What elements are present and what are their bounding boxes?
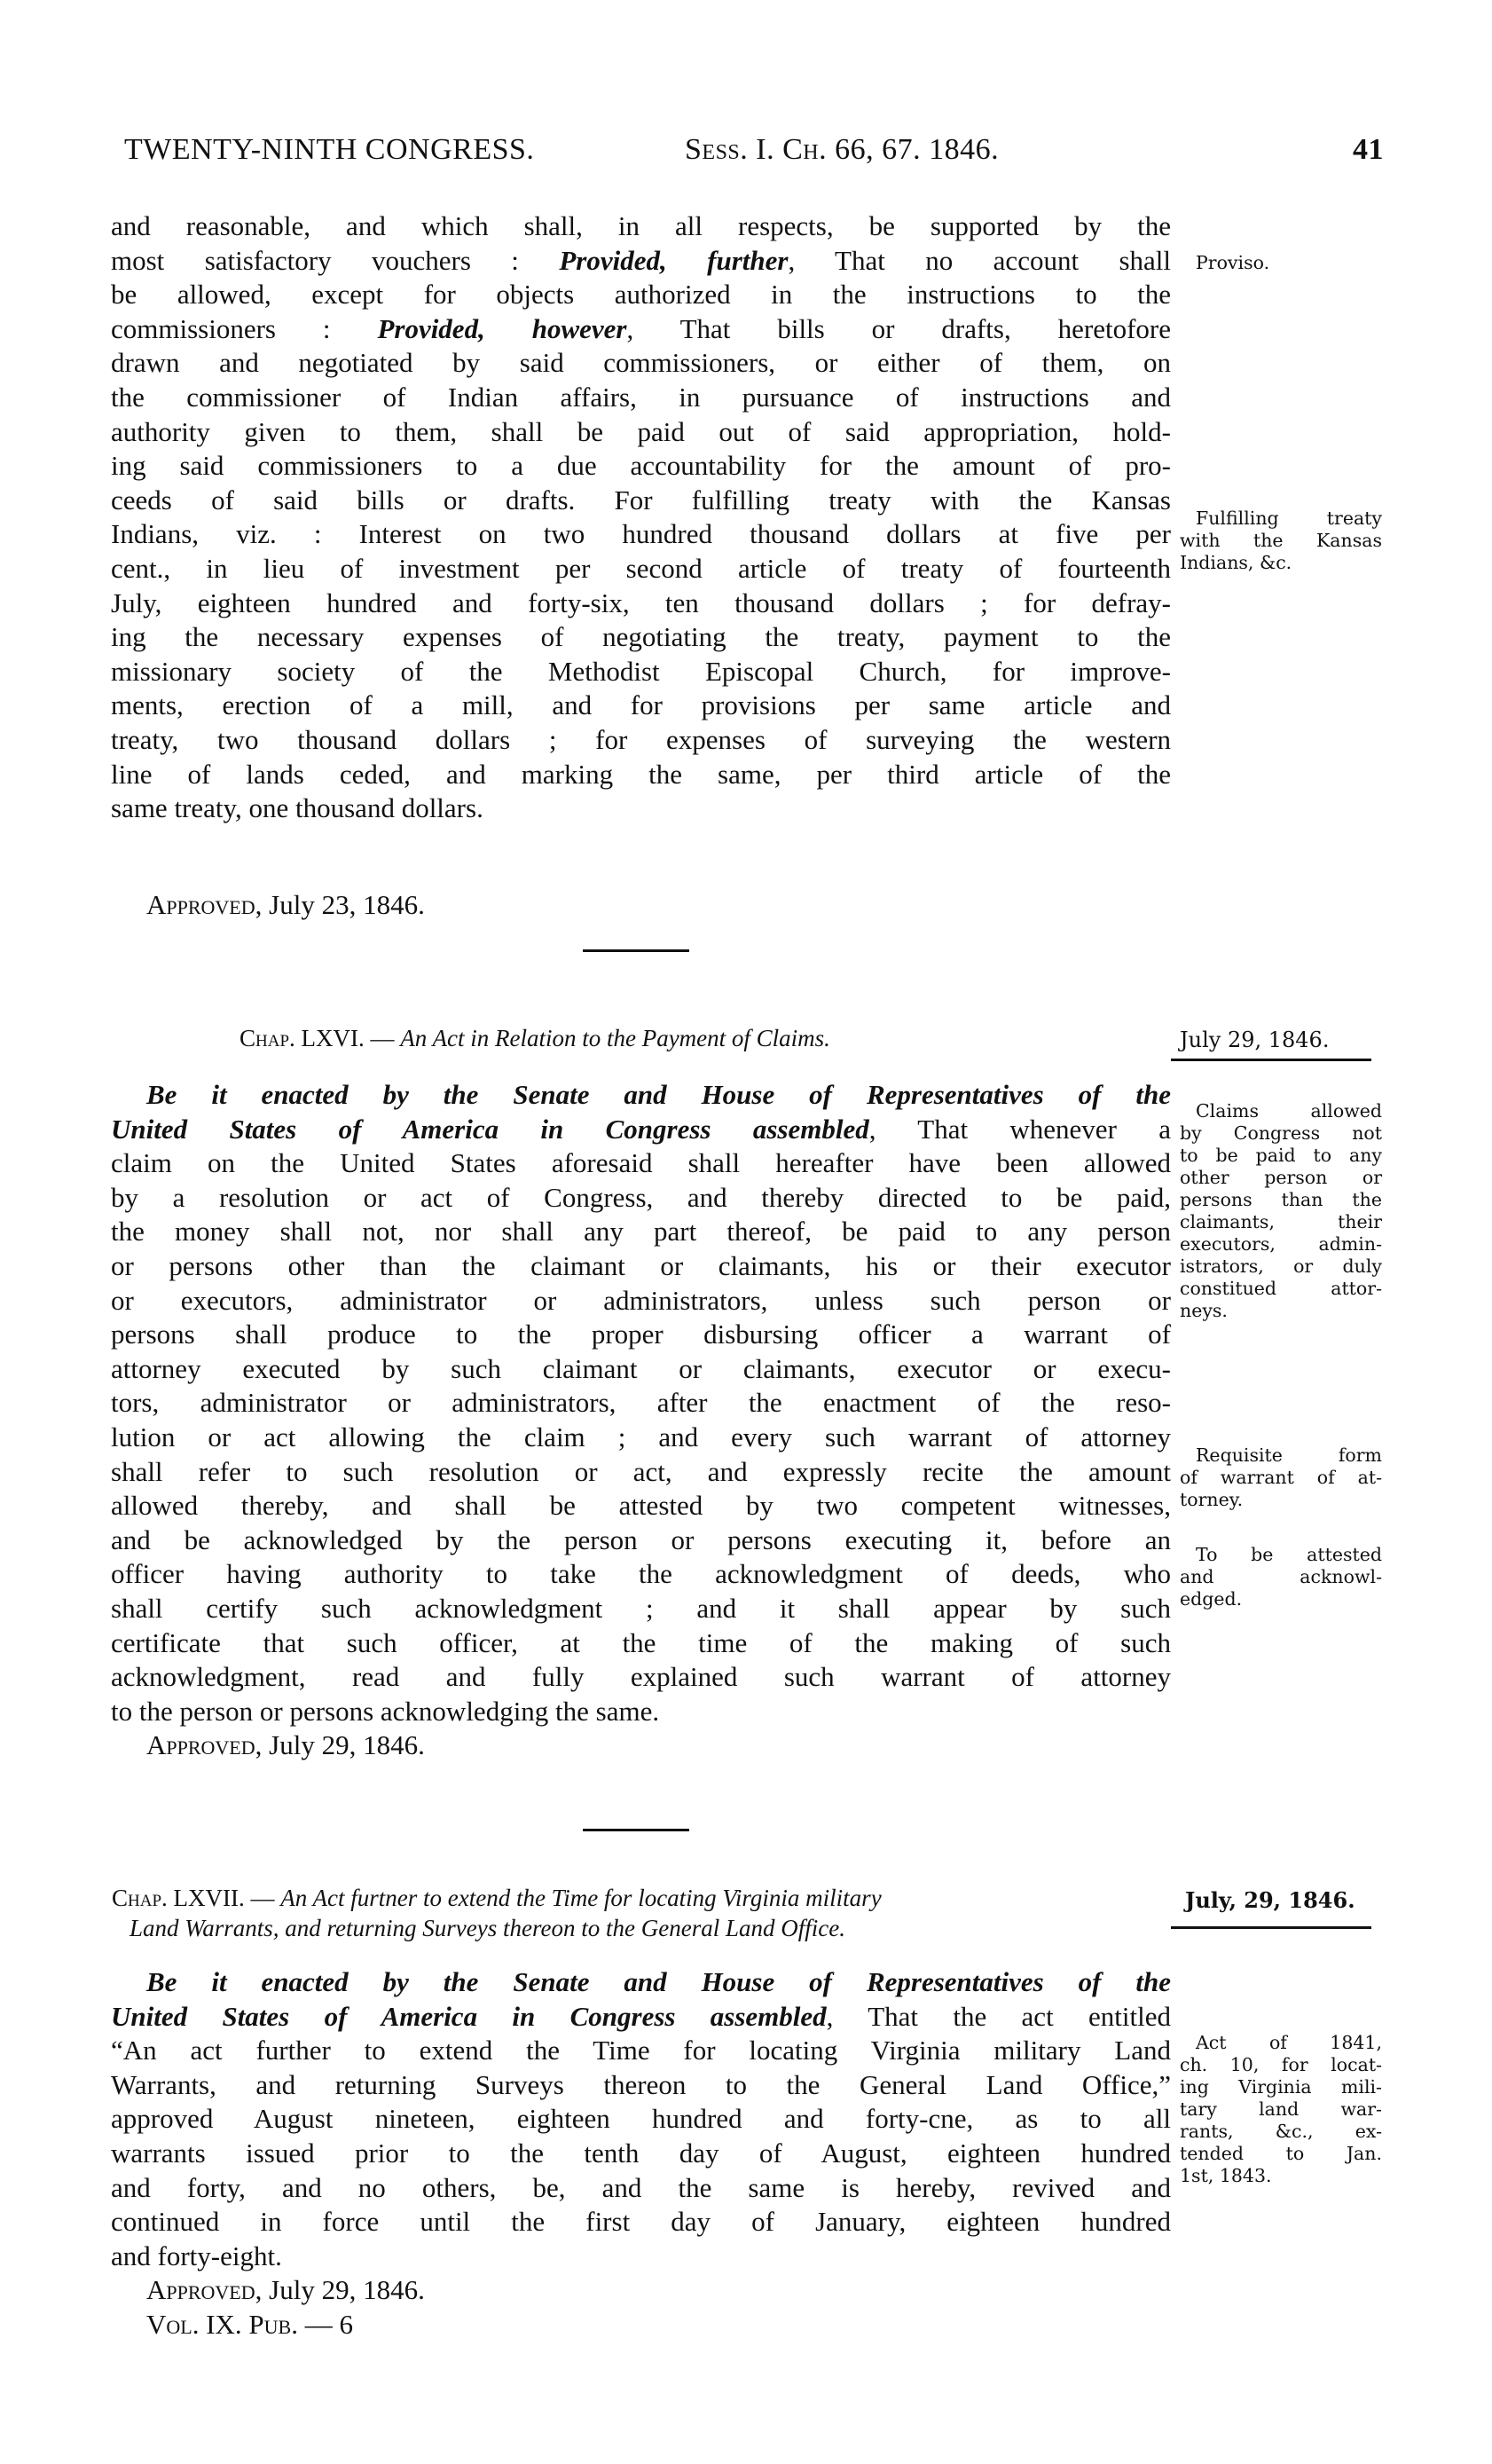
approved-label: Approved: [146, 889, 255, 920]
enacting-clause-line2: United States of America in Congress assembled: [111, 2000, 827, 2032]
text-line: July, eighteen hundred and forty-six, ten thousand dollars ; for defray-: [111, 586, 1171, 618]
text-line: the commissioner of Indian affairs, in pursuance of instructions and: [111, 381, 1171, 413]
session-chapter-year: Sess. I. Ch. 66, 67. 1846.: [685, 133, 1000, 166]
text-line: warrants issued prior to the tenth day of August, eighteen hundred: [111, 2137, 1171, 2169]
section-divider: [583, 1829, 689, 1831]
margin-note-proviso: [1180, 252, 1382, 274]
text-line: commissioners : Provided, however, That bills or drafts, heretofore: [111, 312, 1171, 344]
text-line: ceeds of said bills or drafts. For fulfilling treaty with the Kansas: [111, 484, 1171, 516]
chapter-67-label: Chap. LXVII.: [112, 1885, 245, 1911]
margin-note-line: executors, admin-: [1180, 1233, 1382, 1255]
text-line: and forty, and no others, be, and the same is hereby, revived and: [111, 2171, 1171, 2203]
margin-note-line: Requisite form: [1196, 1445, 1382, 1466]
text-line: drawn and negotiated by said commissioners, or either of them, on: [111, 347, 1171, 379]
margin-note-line: rants, &c., ex-: [1180, 2121, 1382, 2142]
approved-date: , July 29, 1846.: [255, 2274, 425, 2306]
signature-mark: Vol. IX. Pub. — 6: [146, 2308, 353, 2340]
text-line: Warrants, and returning Surveys thereon to the General Land Office,”: [111, 2068, 1171, 2100]
approved-label: Approved: [146, 2274, 255, 2306]
margin-note-line: other person or: [1180, 1167, 1382, 1188]
margin-note-line: ing Virginia mili-: [1180, 2076, 1382, 2098]
text-line: and be acknowledged by the person or persons executing it, before an: [111, 1523, 1171, 1555]
text-line: attorney executed by such claimant or claimants, executor or execu-: [111, 1352, 1171, 1384]
margin-note-line: constitued attor-: [1180, 1278, 1382, 1299]
margin-note-line: Indians, &c.: [1180, 552, 1292, 573]
margin-note-claims-allowed: [1180, 1100, 1382, 1322]
chapter-66-date: July 29, 1846.: [1180, 1027, 1330, 1052]
text-line: shall certify such acknowledgment ; and it shall appear by such: [111, 1592, 1171, 1624]
text-line: missionary society of the Methodist Episcopal Church, for improve-: [111, 655, 1171, 687]
enacting-clause-line1: Be it enacted by the Senate and House of Representatives of the: [146, 1966, 1171, 1997]
margin-note-line: edged.: [1180, 1588, 1243, 1610]
text-line: be allowed, except for objects authorized in the instructions to the: [111, 279, 1171, 311]
approved-label: Approved: [146, 1729, 255, 1761]
text-line: treaty, two thousand dollars ; for expenses of surveying the western: [111, 723, 1171, 755]
text-line: allowed thereby, and shall be attested by two competent witnesses,: [111, 1490, 1171, 1522]
approved-date: , July 23, 1846.: [255, 889, 425, 920]
margin-note-line: Claims allowed: [1196, 1100, 1382, 1122]
text-line: to the person or persons acknowledging the same.: [111, 1695, 660, 1727]
text-line: ments, erection of a mill, and for provisions per same article and: [111, 689, 1171, 721]
text-line: ing said commissioners to a due accountability for the amount of pro-: [111, 450, 1171, 482]
text-line: tors, administrator or administrators, after the enactment of the reso-: [111, 1387, 1171, 1419]
text-line: or persons other than the claimant or claimants, his or their executor: [111, 1249, 1171, 1281]
margin-note-line: tended to Jan.: [1180, 2143, 1382, 2164]
section-divider: [583, 949, 689, 952]
approved-line-ch65: [111, 888, 1171, 923]
text-line: by a resolution or act of Congress, and thereby directed to be paid,: [111, 1181, 1171, 1213]
text-line: lution or act allowing the claim ; and every such warrant of attorney: [111, 1421, 1171, 1452]
margin-note-line: and acknowl-: [1180, 1566, 1382, 1587]
chapter-67-heading-line1: Chap. LXVII. — An Act furtner to extend the Time for locating Virginia military: [112, 1885, 882, 1911]
margin-note-line: neys.: [1180, 1300, 1228, 1321]
margin-note-fulfilling-treaty: [1180, 508, 1382, 574]
chapter-66-body: Be it enacted by the Senate and House of Representatives of the United States of America in Congress assembled, That whenever a claim on the United States aforesaid shall hereafter have been allowed by a resolution or act of Congress, and thereby directed to be paid, the money shall not, nor shall any part thereof, be paid to any person or persons other than the claimant or claimants, his or their executor or executors, administrator or administrators, unless such person or persons shall produce to the proper disbursing officer a warrant of attorney executed by such claimant or claimants, executor or execu- tors, administrator or administrators, after the enactment of the reso- lution or act allowing the claim ; and every such warrant of attorney shall refer to such resolution or act, and expressly recite the amount allowed thereby, and shall be attested by two competent witnesses, and be acknowledged by the person or persons executing it, before an officer having authority to take the acknowledgment of deeds, who shall certify such acknowledgment ; and it shall appear by such certificate that such officer, at the time of the making of such acknowledgment, read and fully explained such warrant of attorney to the person or persons acknowledging the same. Approved, July 29, 1846.: [111, 1079, 1171, 1761]
margin-note-line: persons than the: [1180, 1189, 1382, 1210]
margin-note-line: Fulfilling treaty: [1196, 508, 1382, 529]
margin-note-line: torney.: [1180, 1489, 1244, 1510]
text-line: “An act further to extend the Time for locating Virginia military Land: [111, 2035, 1171, 2066]
congress-title: TWENTY-NINTH CONGRESS.: [124, 133, 535, 166]
margin-note-line: with the Kansas: [1180, 530, 1382, 551]
chapter-67-title: An Act furtner to extend the Time for locating Virginia military: [280, 1885, 882, 1911]
chapter-66-date-rule: [1171, 1059, 1371, 1061]
text-line: and forty-eight.: [111, 2240, 282, 2271]
margin-note-line: istrators, or duly: [1180, 1256, 1382, 1277]
chapter-67-body: Be it enacted by the Senate and House of Representatives of the United States of America in Congress assembled, That the act entitled “An act further to extend the Time for locating Virginia military Land Warrants, and returning Surveys thereon to the General Land Office,” approved August nineteen, eighteen hundred and forty-cne, as to all warrants issued prior to the tenth day of August, eighteen hundred and forty, and no others, be, and the same is hereby, revived and continued in force until the first day of January, eighteen hundred and forty-eight. Approved, July 29, 1846. Vol. IX. Pub. — 6: [111, 1965, 1171, 2342]
text-line: continued in force until the first day of January, eighteen hundred: [111, 2206, 1171, 2238]
running-header: [124, 133, 1384, 172]
text-line: claim on the United States aforesaid shall hereafter have been allowed: [111, 1147, 1171, 1179]
margin-note-line: claimants, their: [1180, 1211, 1382, 1232]
text-line: ing the necessary expenses of negotiating the treaty, payment to the: [111, 621, 1171, 653]
text-line: or executors, administrator or administrators, unless such person or: [111, 1284, 1171, 1316]
margin-note-line: To be attested: [1196, 1544, 1382, 1565]
text-line: acknowledgment, read and fully explained such warrant of attorney: [111, 1661, 1171, 1693]
text-line: the money shall not, nor shall any part thereof, be paid to any person: [111, 1216, 1171, 1248]
margin-note-attested: [1180, 1544, 1382, 1610]
text-line: Indians, viz. : Interest on two hundred thousand dollars at five per: [111, 518, 1171, 550]
continued-section-body: [111, 209, 1171, 826]
text-line: cent., in lieu of investment per second article of treaty of fourteenth: [111, 552, 1171, 584]
text-line: same treaty, one thousand dollars.: [111, 792, 483, 824]
margin-note-act-of-1841: [1180, 2032, 1382, 2187]
margin-note-line: tary land war-: [1180, 2098, 1382, 2120]
chapter-66-heading: Chap. LXVI. — An Act in Relation to the Payment of Claims.: [240, 1025, 830, 1051]
margin-note-line: to be paid to any: [1180, 1145, 1382, 1166]
text-line: line of lands ceded, and marking the same, per third article of the: [111, 758, 1171, 790]
chapter-66-label: Chap. LXVI.: [240, 1025, 365, 1051]
page-number: 41: [1353, 133, 1384, 166]
chapter-67-date-rule: [1171, 1926, 1371, 1929]
text-line: officer having authority to take the acknowledgment of deeds, who: [111, 1558, 1171, 1590]
margin-note-line: of warrant of at-: [1180, 1467, 1382, 1488]
enacting-clause-line2: United States of America in Congress assembled: [111, 1113, 869, 1145]
chapter-67-heading-line2: Land Warrants, and returning Surveys thereon to the General Land Office.: [130, 1915, 845, 1941]
margin-note-line: Proviso.: [1196, 252, 1270, 273]
margin-note-line: ch. 10, for locat-: [1180, 2054, 1382, 2075]
chapter-66-title: An Act in Relation to the Payment of Claims.: [400, 1025, 830, 1051]
margin-note-line: 1st, 1843.: [1180, 2165, 1272, 2186]
margin-note-line: Act of 1841,: [1196, 2032, 1382, 2053]
text-line: approved August nineteen, eighteen hundred and forty-cne, as to all: [111, 2103, 1171, 2135]
text-line: and reasonable, and which shall, in all respects, be supported by the: [111, 210, 1171, 241]
text-line: most satisfactory vouchers : Provided, further, That no account shall: [111, 244, 1172, 276]
text-line: authority given to them, shall be paid out of said appropriation, hold-: [111, 415, 1171, 447]
enacting-clause-line1: Be it enacted by the Senate and House of Representatives of the: [146, 1079, 1171, 1110]
text-line: persons shall produce to the proper disbursing officer a warrant of: [111, 1319, 1171, 1350]
margin-note-line: by Congress not: [1180, 1122, 1382, 1144]
chapter-67-date: July, 29, 1846.: [1185, 1887, 1355, 1913]
approved-date: , July 29, 1846.: [255, 1729, 425, 1761]
text-line: certificate that such officer, at the time of the making of such: [111, 1626, 1171, 1658]
text-line: shall refer to such resolution or act, and expressly recite the amount: [111, 1455, 1171, 1487]
margin-note-requisite-form: [1180, 1445, 1382, 1511]
